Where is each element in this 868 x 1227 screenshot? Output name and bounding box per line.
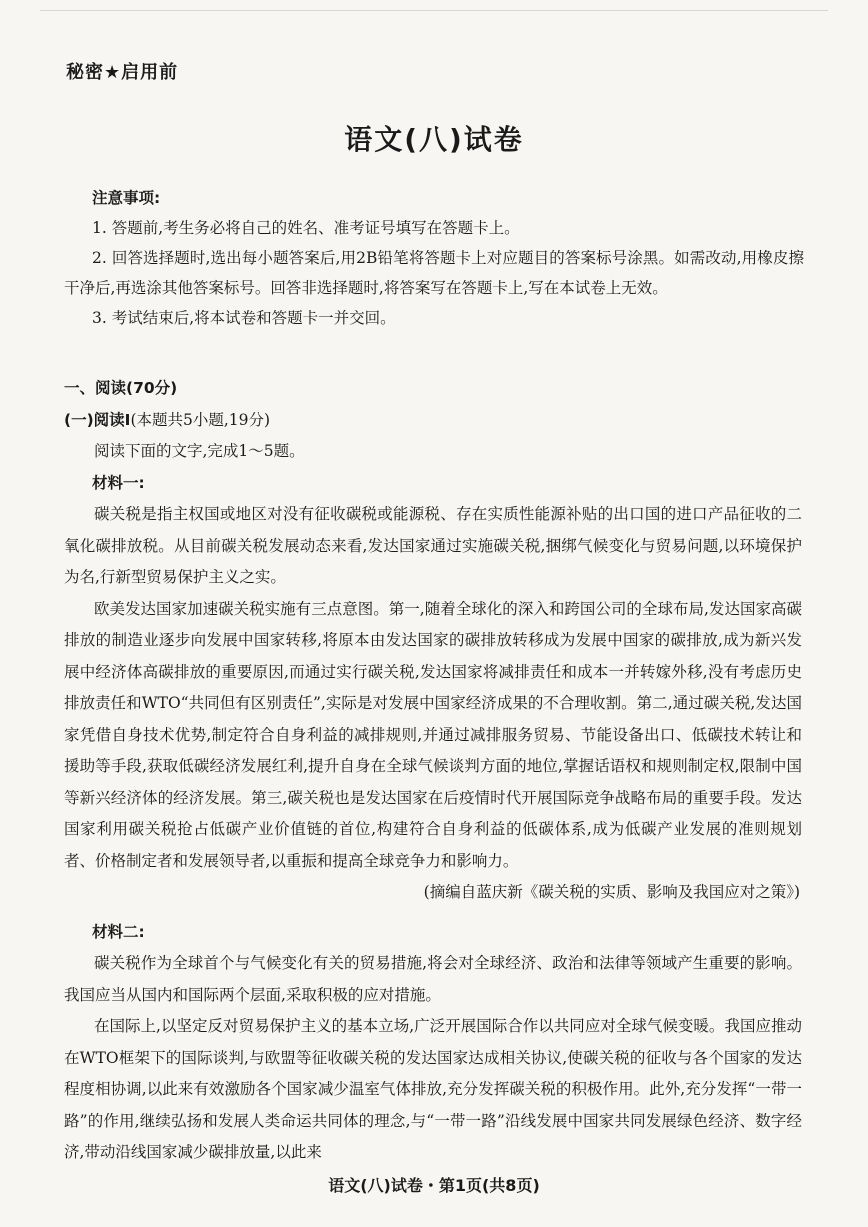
material2-paragraph-2: 在国际上,以坚定反对贸易保护主义的基本立场,广泛开展国际合作以共同应对全球气候变暖。我国应推动在WTO框架下的国际谈判,与欧盟等征收碳关税的发达国家达成相关协议,使碳关税的征收与各个国家的发达程度相协调,以此来有效激励各个国家减少温室气体排放,充分发挥碳关税的积极作用。此外,充分发挥“一带一路”的作用,继续弘扬和发展人类命运共同体的理念,与“一带一路”沿线发展中国家共同发展绿色经济、数字经济,带动沿线国家减少碳排放量,以此来: [64, 1017, 802, 1161]
page-footer: 语文(八)试卷・第1页(共8页): [328, 1176, 540, 1195]
subsection-title: [64, 405, 802, 437]
secret-label: 秘密★启用前: [66, 62, 179, 83]
instruction-text: 阅读下面的文字,完成1～5题。: [94, 442, 305, 460]
material2-paragraph-1: 碳关税作为全球首个与气候变化有关的贸易措施,将会对全球经济、政治和法律等领域产生重要的影响。我国应当从国内和国际两个层面,采取积极的应对措施。: [64, 954, 802, 1004]
material1-paragraph-1: 碳关税是指主权国或地区对没有征收碳税或能源税、存在实质性能源补贴的出口国的进口产品征收的二氧化碳排放税。从目前碳关税发展动态来看,发达国家通过实施碳关税,捆绑气候变化与贸易问题,以环境保护为名,行新型贸易保护主义之实。: [64, 505, 802, 586]
notice-block: [64, 183, 804, 333]
subsection-note: (本题共5小题,19分): [130, 410, 271, 429]
material1-label: 材料一:: [92, 473, 145, 492]
notice-item-2: 2. 回答选择题时,选出每小题答案后,用2B铅笔将答题卡上对应题目的答案标号涂黑。如需改动,用橡皮擦干净后,再选涂其他答案标号。回答非选择题时,将答案写在答题卡上,写在本试卷上无效。: [64, 249, 804, 297]
page-title: 语文(八)试卷: [344, 123, 524, 156]
material1-source: (摘编自蓝庆新《碳关税的实质、影响及我国应对之策》): [423, 883, 800, 901]
section-title: 一、阅读(70分): [64, 379, 178, 397]
material1-paragraph-2: 欧美发达国家加速碳关税实施有三点意图。第一,随着全球化的深入和跨国公司的全球布局,发达国家高碳排放的制造业逐步向发展中国家转移,将原本由发达国家的碳排放转移成为发展中国家的碳排放,成为新兴发展中经济体高碳排放的重要原因,而通过实行碳关税,发达国家将减排责任和成本一并转嫁外移,没有考虑历史排放责任和WTO“共同但有区别责任”,实际是对发展中国家经济成果的不合理收割。第二,通过碳关税,发达国家凭借自身技术优势,制定符合自身利益的减排规则,并通过减排服务贸易、节能设备出口、低碳技术转让和援助等手段,获取低碳经济发展红利,提升自身在全球气候谈判方面的地位,掌握话语权和规则制定权,限制中国等新兴经济体的经济发展。第三,碳关税也是发达国家在后疫情时代开展国际竞争战略布局的重要手段。发达国家利用碳关税抢占低碳产业价值链的首位,构建符合自身利益的低碳体系,成为低碳产业发展的准则规划者、价格制定者和发展领导者,以重振和提高全球竞争力和影响力。: [64, 599, 802, 870]
notice-heading: 注意事项:: [92, 189, 161, 207]
notice-item-3: 3. 考试结束后,将本试卷和答题卡一并交回。: [92, 309, 396, 327]
notice-item-1: 1. 答题前,考生务必将自己的姓名、准考证号填写在答题卡上。: [92, 219, 520, 237]
subsection-label: (一)阅读Ⅰ: [64, 410, 131, 429]
top-edge-line: [40, 10, 828, 11]
reading-section: [64, 373, 802, 1169]
material2-label: 材料二:: [92, 922, 145, 941]
